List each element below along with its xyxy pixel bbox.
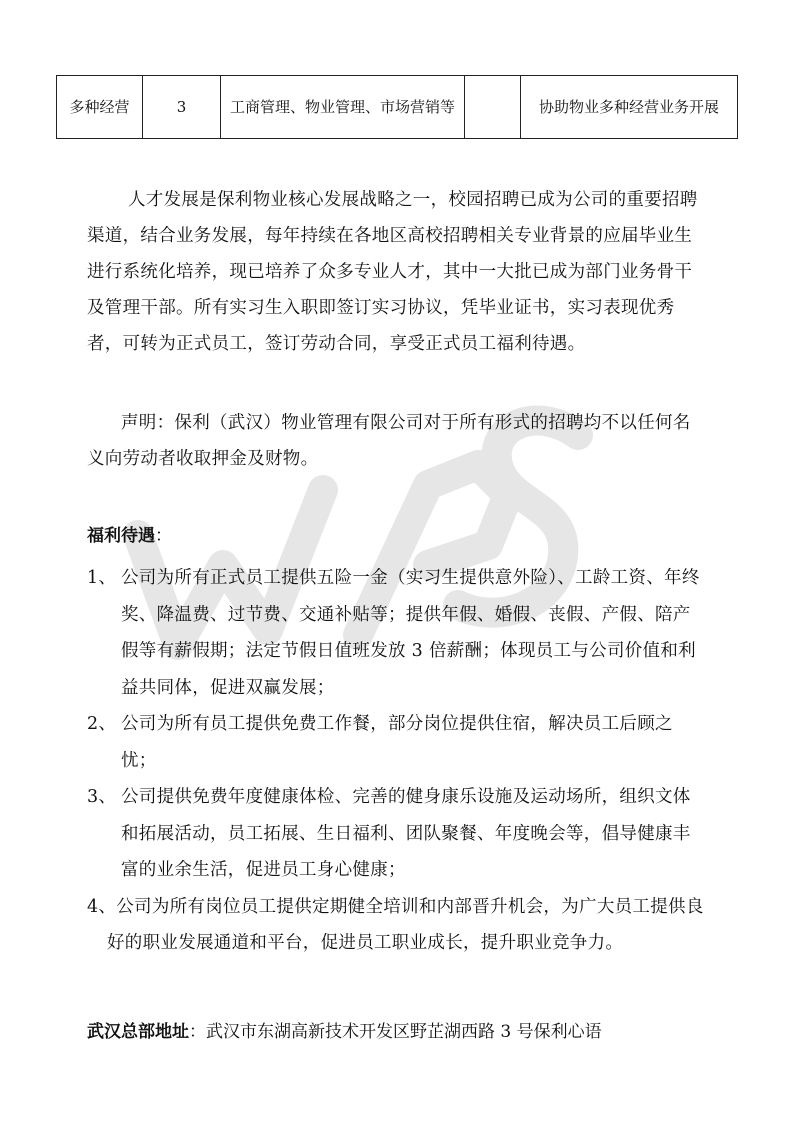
list-item-number: 1、 — [87, 568, 117, 588]
list-item-text: 公司为所有员工提供免费工作餐，部分岗位提供住宿，解决员工后顾之忧； — [121, 714, 673, 771]
benefits-heading — [87, 522, 172, 550]
cell-department: 多种经营 — [57, 76, 143, 139]
address-label: 武汉总部地址 — [87, 1022, 189, 1042]
list-item-text: 公司提供免费年度健康体检、完善的健身康乐设施及运动场所，组织文体和拓展活动，员工拓展、生日福利、团队聚餐、年度晚会等，倡导健康丰富的业余生活，促进员工身心健康； — [121, 787, 691, 880]
list-item-number: 2、 — [87, 714, 117, 734]
list-item — [87, 779, 707, 889]
talent-paragraph: 人才发展是保利物业核心发展战略之一，校园招聘已成为公司的重要招聘渠道，结合业务发展，每年持续在各地区高校招聘相关专业背景的应届毕业生进行系统化培养，现已培养了众多专业人才，其中一大批已成为部门业务骨干及管理干部。所有实习生入职即签订实习协议，凭毕业证书，实习表现优秀者，可转为正式员工，签订劳动合同，享受正式员工福利待遇。 — [87, 190, 698, 354]
cell-blank — [465, 76, 521, 139]
list-item — [87, 706, 707, 779]
list-item-number: 3、 — [87, 787, 117, 807]
headquarters-address — [87, 1018, 602, 1046]
cell-count: 3 — [143, 76, 221, 139]
list-item-number: 4、 — [87, 896, 117, 917]
cell-majors: 工商管理、物业管理、市场营销等 — [221, 76, 465, 139]
cell-duty: 协助物业多种经营业务开展 — [521, 76, 738, 139]
statement-paragraph: 声明：保利（武汉）物业管理有限公司对于所有形式的招聘均不以任何名义向劳动者收取押金及财物。 — [87, 413, 691, 469]
benefits-list — [87, 560, 707, 962]
list-item — [87, 889, 707, 962]
address-colon: ： — [189, 1022, 206, 1042]
table-row — [57, 76, 738, 139]
address-value: 武汉市东湖高新技术开发区野芷湖西路 3 号保利心语 — [206, 1022, 602, 1042]
benefits-title: 福利待遇 — [87, 526, 155, 546]
benefits-colon: ： — [155, 526, 172, 546]
list-item-text: 公司为所有岗位员工提供定期健全培训和内部晋升机会，为广大员工提供良好的职业发展通道和平台，促进员工职业成长，提升职业竞争力。 — [107, 896, 704, 953]
recruitment-table — [56, 75, 738, 139]
list-item-text: 公司为所有正式员工提供五险一金（实习生提供意外险）、工龄工资、年终奖、降温费、过节费、交通补贴等；提供年假、婚假、丧假、产假、陪产假等有薪假期；法定节假日值班发放 3 倍薪酬；体现员工与公司价值和利益共同体，促进双赢发展； — [121, 568, 700, 698]
list-item — [87, 560, 707, 706]
